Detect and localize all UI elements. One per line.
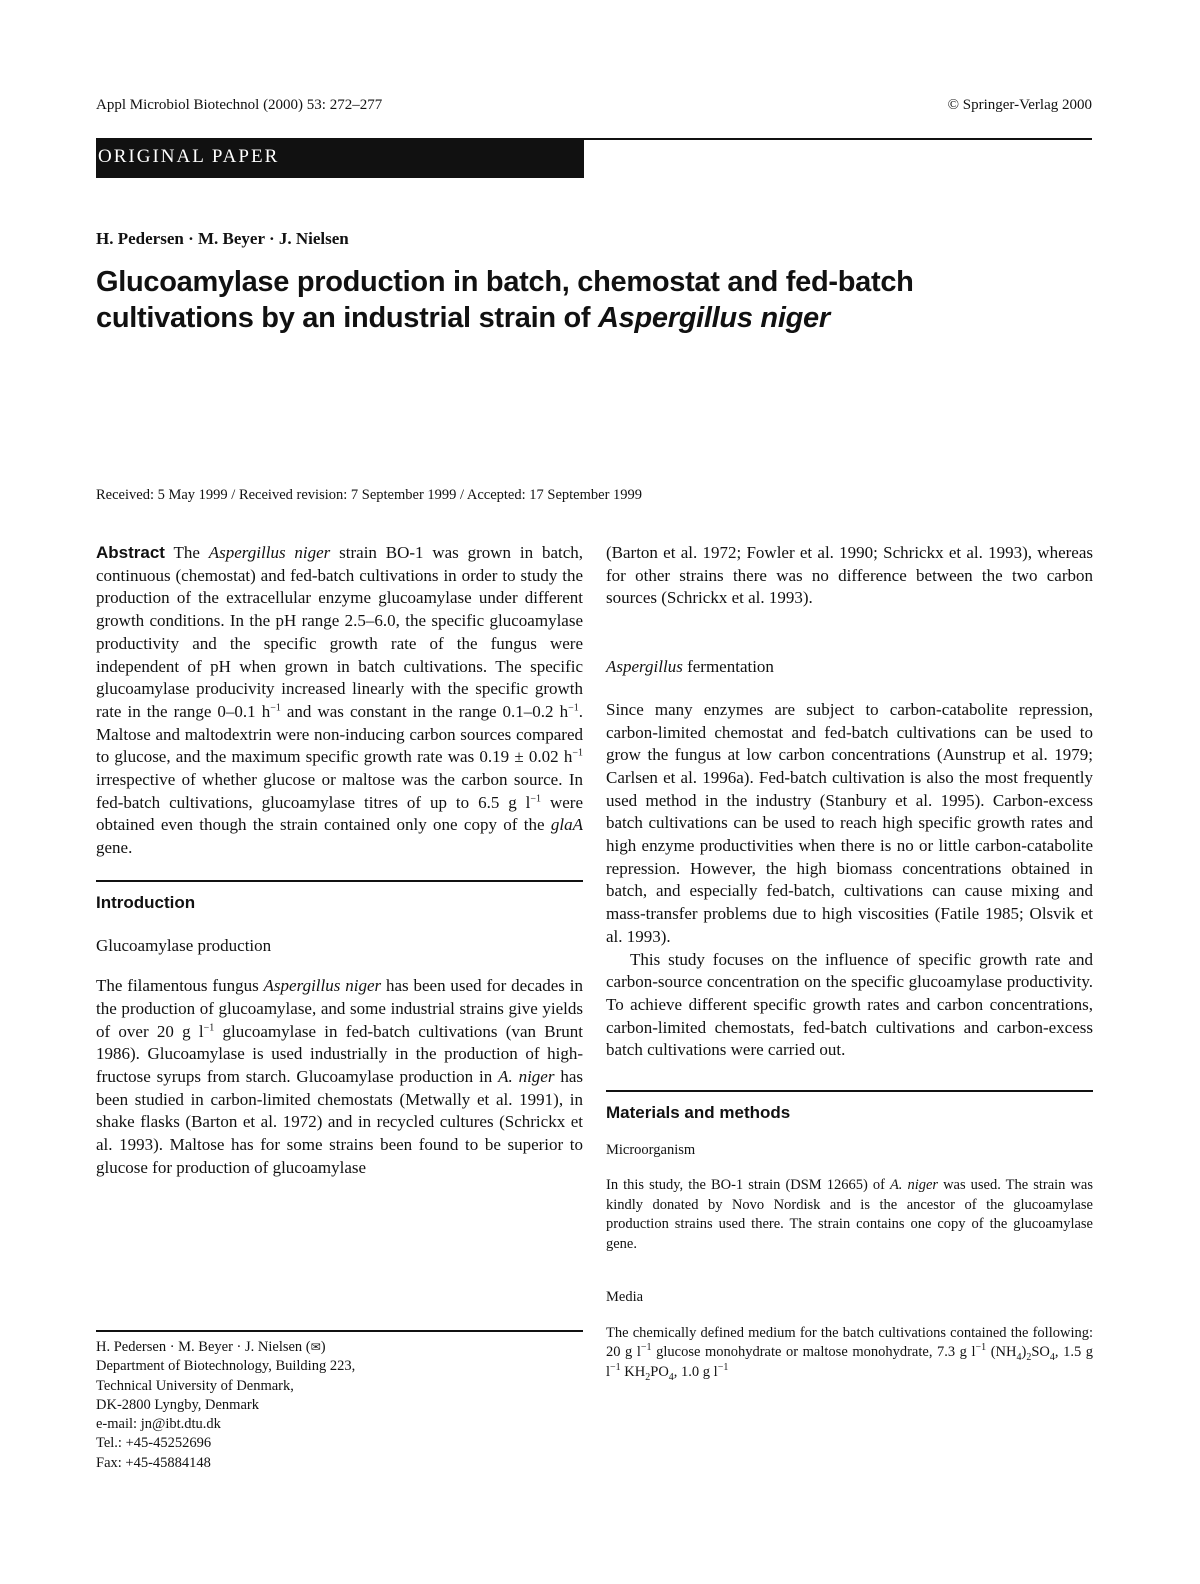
aspergillus-fermentation-subheading: Aspergillus fermentation xyxy=(606,657,774,677)
affiliation-city: DK-2800 Lyngby, Denmark xyxy=(96,1396,259,1413)
affiliation-tel: Tel.: +45-45252696 xyxy=(96,1435,212,1452)
left-column xyxy=(96,542,583,1180)
glucoamylase-production-subheading: Glucoamylase production xyxy=(96,935,272,955)
received-dates: Received: 5 May 1999 / Received revision: 7 September 1999 / Accepted: 17 September 1999 xyxy=(96,487,643,503)
affiliation-department: Department of Biotechnology, Building 223, xyxy=(96,1358,356,1375)
article-type-banner: ORIGINAL PAPER xyxy=(96,140,584,178)
materials-methods-heading: Materials and methods xyxy=(606,1103,791,1123)
title-line-1: Glucoamylase production in batch, chemostat and fed-batch xyxy=(96,266,914,298)
methods-rule xyxy=(606,1090,1093,1092)
microorganism-paragraph: In this study, the BO-1 strain (DSM 12665) of A. niger was used. The strain was kindly donated by Novo Nordisk and is the ancestor of the glucoamylase production strains used there. The strain contains one copy of the glucoamylase gene. xyxy=(606,1177,1093,1252)
intro-paragraph-1-continued: (Barton et al. 1972; Fowler et al. 1990; Schrickx et al. 1993), whereas for other strains there was no difference between the two carbon sources (Schrickx et al. 1993). xyxy=(606,543,1093,608)
microorganism-subheading: Microorganism xyxy=(606,1141,696,1158)
affiliation-rule xyxy=(96,1330,583,1332)
affiliation-authors: H. Pedersen · M. Beyer · J. Nielsen (✉) xyxy=(96,1338,355,1357)
intro-paragraph-2: Since many enzymes are subject to carbon-catabolite repression, carbon-limited chemostat and fed-batch cultivations can be used to grow the fungus at low carbon concentrations (Aunstrup et al. 1979; Carlsen et al. 1996a). Fed-batch cultivation is also the most frequently used method in the industry (Stanbury et al. 1995). Carbon-excess batch cultivations can be used to reach high specific growth rates and high enzyme productivities when there is no or little carbon-catabolite repression. However, the high biomass concentrations obtained in batch, and especially fed-batch, cultivations can cause mixing and mass-transfer problems due to high viscosities (Fatile 1985; Olsvik et al. 1993). xyxy=(606,699,1093,946)
paper-title xyxy=(96,264,1096,336)
affiliation-email[interactable]: e-mail: jn@ibt.dtu.dk xyxy=(96,1416,221,1433)
author-list: H. Pedersen · M. Beyer · J. Nielsen xyxy=(96,229,349,248)
intro-rule xyxy=(96,880,583,882)
abstract-label: Abstract xyxy=(96,543,165,562)
title-species: Aspergillus niger xyxy=(598,302,830,334)
intro-paragraph-1: The filamentous fungus Aspergillus niger has been used for decades in the production of glucoamylase, and some industrial strains give yields of over 20 g $l^{-1}$ glucoamylase in fed-batch cultivations (van Brunt 1986). Glucoamylase is used industrially in the production of high-fructose syrups from starch. Glucoamylase production in A. niger has been studied in carbon-limited chemostats (Metwally et al. 1991), in shake flasks (Barton et al. 1972) and in recycled cultures (Schrickx et al. 1993). Maltose has for some strains been found to be superior to glucose for production of glucoamylase xyxy=(96,976,584,1177)
title-line-2: cultivations by an industrial strain of xyxy=(96,302,599,334)
introduction-heading: Introduction xyxy=(96,892,196,912)
media-subheading: Media xyxy=(606,1289,644,1306)
affiliation-university: Technical University of Denmark, xyxy=(96,1377,294,1394)
affiliation-fax: Fax: +45-45884148 xyxy=(96,1454,211,1471)
media-paragraph: The chemically defined medium for the batch cultivations contained the following: 20 g $l^{-1}$ glucose monohydrate or maltose monohydrate, 7.3 g $l^{-1}$ $(NH_4)_2SO_4$, 1.5 g $l^{-1}$ $KH_2PO_4$, 1.0 g $l^{-1}$ xyxy=(606,1324,1094,1383)
envelope-icon: ✉ xyxy=(310,1340,321,1354)
affiliation-block xyxy=(96,1338,355,1473)
right-column xyxy=(606,542,1093,1382)
journal-citation: Appl Microbiol Biotechnol (2000) 53: 272–277 xyxy=(96,97,383,113)
abstract-paragraph: Abstract The Aspergillus niger strain BO-1 was grown in batch, continuous (chemostat) and fed-batch cultivations in order to study the production of the extracellular enzyme glucoamylase under different growth conditions. In the pH range 2.5–6.0, the specific glucoamylase productivity and the specific growth rate of the fungus were independent of pH when grown in batch cultivations. The specific glucoamylase producivity increased linearly with the specific growth rate in the range 0–0.1 $h^{-1}$ and was constant in the range 0.1–0.2 $h^{-1}$. Maltose and maltodextrin were non-inducing carbon sources compared to glucose, and the maximum specific growth rate was 0.19 ± 0.02 $h^{-1}$ irrespective of whether glucose or maltose was the carbon source. In fed-batch cultivations, glucoamylase titres of up to 6.5 g $l^{-1}$ were obtained even though the strain contained only one copy of the glaA gene. xyxy=(96,543,584,858)
copyright-notice: © Springer-Verlag 2000 xyxy=(947,97,1092,113)
intro-paragraph-3: This study focuses on the influence of specific growth rate and carbon-source concentration on the specific glucoamylase productivity. To achieve different specific growth rates and carbon concentrations, carbon-limited chemostats, fed-batch cultivations and carbon-excess batch cultivations were carried out. xyxy=(606,949,1093,1060)
